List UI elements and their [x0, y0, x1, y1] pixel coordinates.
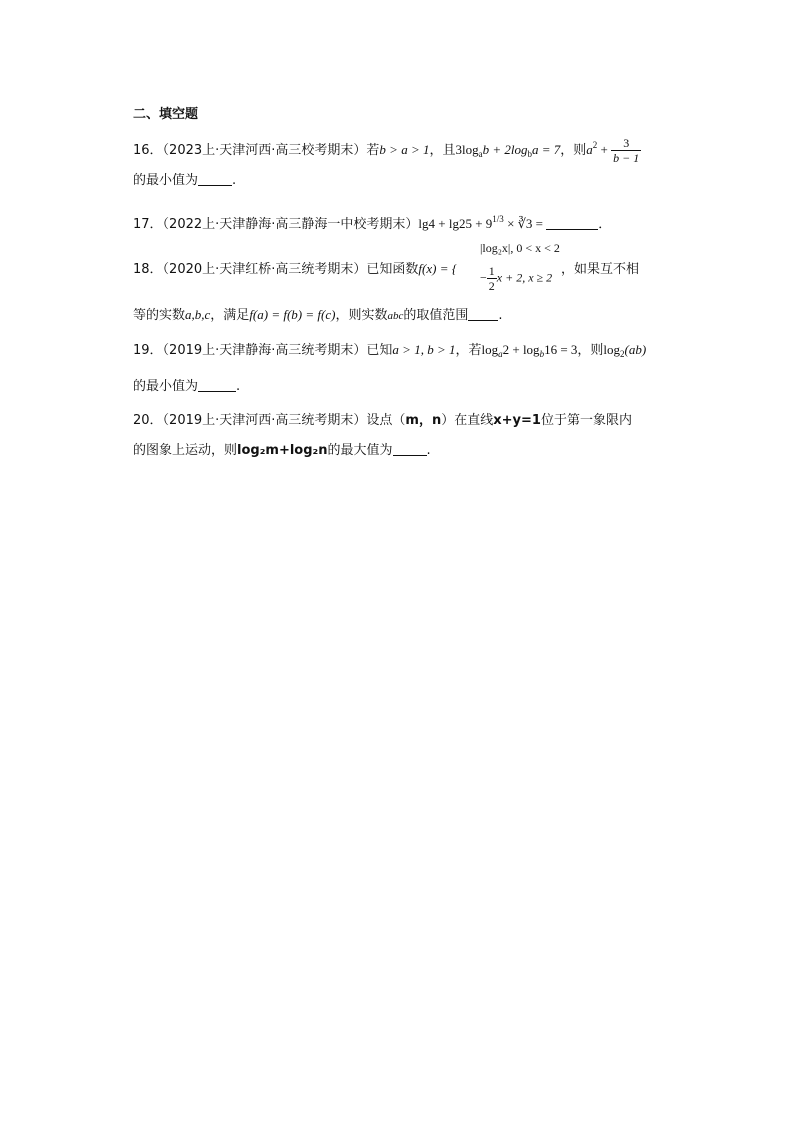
question-source: （2019上·天津静海·高三统考期末） [162, 343, 367, 358]
fraction: $\frac{1}{2}$ [488, 264, 495, 293]
piecewise-case-2: − $\frac{1}{2}$ x + 2, x ≥ 2 [480, 264, 553, 293]
question-number: 18． [133, 262, 163, 277]
fraction: $\frac{3}{b - 1}$ [613, 136, 640, 165]
question-19-line2: 的最小值为 . [133, 379, 241, 394]
question-16-line2: 的最小值为 . [133, 173, 237, 188]
question-number: 19． [133, 343, 163, 358]
question-number: 17． [133, 217, 163, 232]
question-source: （2019上·天津河西·高三统考期末） [162, 413, 367, 428]
question-source: （2022上·天津静海·高三静海一中校考期末） [162, 217, 419, 232]
question-20-line2: 的图象上运动，则log₂m+log₂n的最大值为 . [133, 443, 431, 458]
answer-blank [198, 173, 232, 186]
question-source: （2023上·天津河西·高三校考期末） [162, 143, 367, 158]
question-17: 17．（2022上·天津静海·高三静海一中校考期末）$\lg 4 + \lg 25 + 9^{1/3}$ × ∛3 = ． [133, 214, 612, 232]
answer-blank [546, 217, 598, 230]
question-18-line2: 等的实数a,b,c，满足f(a) = f(b) = f(c)，则实数abc的取值范围 . [133, 307, 503, 323]
section-title: 二、填空题 [133, 107, 199, 122]
question-source: （2020上·天津红桥·高三统考期末） [162, 262, 367, 277]
answer-blank [198, 379, 236, 392]
question-19-line1: 19．（2019上·天津静海·高三统考期末）已知a > 1, b > 1，若$\log_a2 + \log_b16 = 3$，则$\log_2(ab)$ [133, 342, 647, 359]
piecewise-case-1: |log₂x|, 0 < x < 2 [480, 241, 560, 255]
question-number: 20． [133, 413, 163, 428]
question-16-line1: 16．（2023上·天津河西·高三校考期末）若b > a > 1，且$3\log_ab + 2\log_ba = 7$，则$a^2$ + $\frac{3}{b - 1}$ [133, 136, 640, 165]
answer-blank [393, 443, 427, 456]
answer-blank [468, 308, 498, 321]
question-number: 16． [133, 143, 163, 158]
condition: b > a > 1 [379, 142, 430, 157]
question-18-line1: 18．（2020上·天津红桥·高三统考期末）已知函数f(x) = { ，如果互不相 [133, 261, 639, 277]
question-20-line1: 20．（2019上·天津河西·高三统考期末）设点（m，n）在直线x+y=1位于第一象限内 [133, 413, 632, 428]
